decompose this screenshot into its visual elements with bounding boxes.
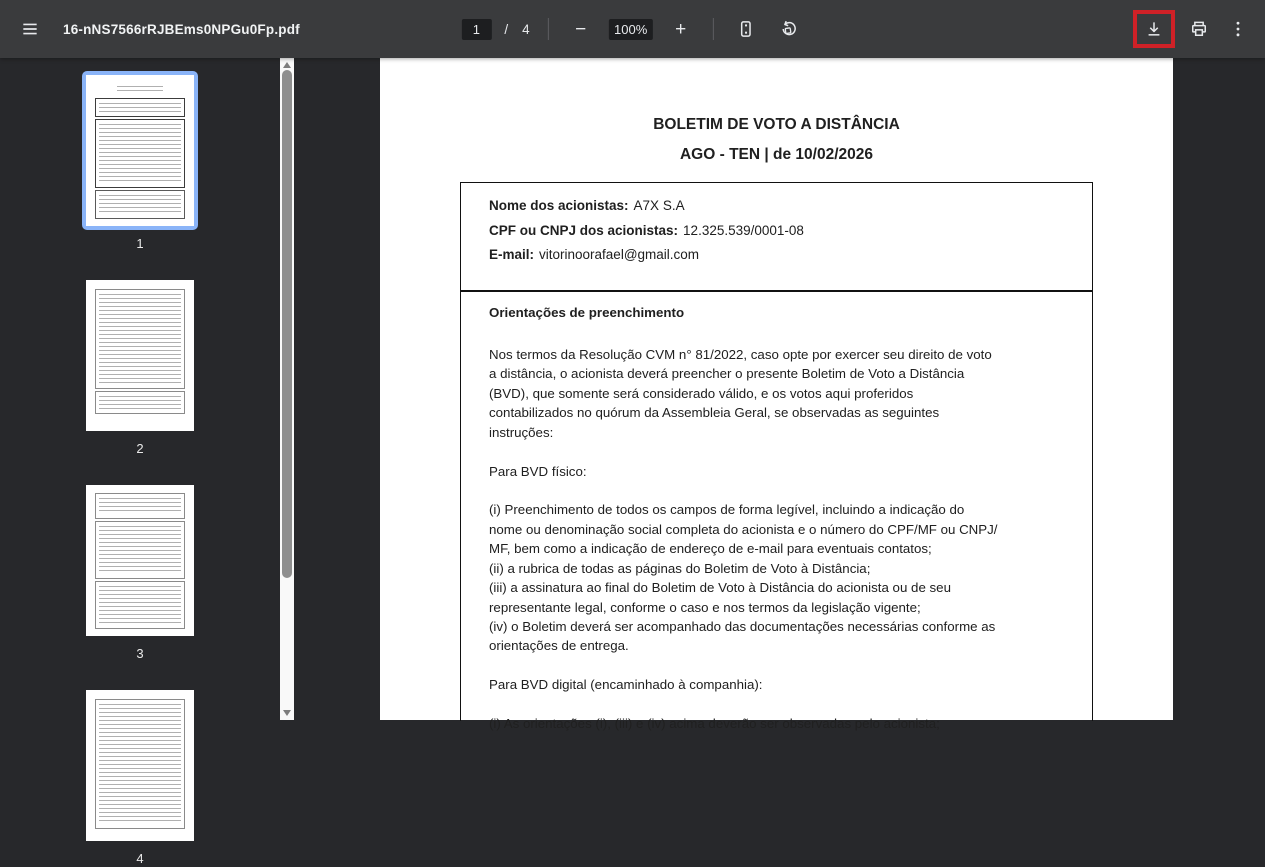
- toolbar-left: [0, 14, 300, 44]
- arrow-up-icon: [283, 62, 291, 68]
- thumbnail-sketch: [86, 280, 194, 431]
- thumbnail-sketch: [86, 75, 194, 226]
- document-title: BOLETIM DE VOTO A DISTÂNCIA: [653, 116, 900, 133]
- scrollbar-thumb[interactable]: [282, 70, 292, 578]
- thumbnail-item: [0, 276, 280, 457]
- document-text-line: (i) As orientações (i), (iii) e (iv) acima deverão ser observadas pelo acionista;: [489, 716, 940, 732]
- thumbnail-item: [0, 686, 280, 867]
- download-button[interactable]: [1139, 14, 1169, 44]
- thumbnail-item: [0, 71, 280, 252]
- document-text-line: [489, 656, 1066, 675]
- page-total: 4: [522, 21, 531, 37]
- pdf-page-1: [380, 58, 1173, 732]
- document-text-line: Para BVD digital (encaminhado à companhia):: [489, 677, 763, 693]
- document-text-line: (iii) a assinatura ao final do Boletim de Voto à Distância do acionista ou de seu: [489, 580, 951, 596]
- document-text-line: (i) Preenchimento de todos os campos de forma legível, incluindo a indicação do: [489, 502, 965, 518]
- document-text-line: instruções:: [489, 424, 554, 440]
- rotate-counterclockwise-icon: [779, 19, 799, 39]
- document-text-line: MF, bem como a indicação de endereço de e-mail para eventuais contatos;: [489, 541, 932, 557]
- toolbar-right: [1133, 10, 1265, 48]
- page-separator: /: [504, 21, 510, 37]
- page-thumbnail[interactable]: [82, 276, 198, 435]
- zoom-level: 100%: [609, 19, 653, 40]
- document-text-line: Para BVD físico:: [489, 463, 587, 479]
- thumbnail-page-number: 2: [136, 441, 144, 456]
- document-text-line: (iv) o Boletim deverá ser acompanhado das documentações necessárias conforme as: [489, 619, 996, 634]
- print-button[interactable]: [1184, 14, 1214, 44]
- document-text-line: [489, 695, 1066, 714]
- document-filename: 16-nNS7566rRJBEms0NPGu0Fp.pdf: [63, 21, 300, 37]
- info-value: vitorinoorafael@gmail.com: [539, 247, 700, 263]
- document-text-line: [489, 442, 1066, 461]
- document-text-line: (ii) a rubrica de todas as páginas do Boletim de Voto à Distância;: [489, 560, 871, 576]
- kebab-menu-icon: [1228, 19, 1248, 39]
- pdf-viewer-toolbar: [0, 0, 1265, 58]
- rotate-button[interactable]: [774, 14, 804, 44]
- info-label: E-mail:: [489, 247, 535, 263]
- zoom-in-button[interactable]: +: [666, 14, 696, 44]
- more-options-button[interactable]: [1223, 14, 1253, 44]
- document-text-line: nome ou denominação social completa do acionista e o número do CPF/MF ou CNPJ/: [489, 521, 998, 537]
- info-label: Nome dos acionistas:: [489, 198, 629, 213]
- document-text-line: a distância, o acionista deverá preencher o presente Boletim de Voto a Distância: [489, 366, 965, 382]
- document-text-line: contabilizados no quórum da Assembleia Geral, se observadas as seguintes: [489, 405, 940, 421]
- thumbnail-sketch: [86, 485, 194, 636]
- document-text-line: Nos termos da Resolução CVM n° 81/2022, caso opte por exercer seu direito de voto: [489, 346, 992, 362]
- hamburger-icon: [20, 19, 40, 39]
- download-highlight-annotation: [1133, 10, 1175, 48]
- toolbar-center: [461, 0, 803, 58]
- info-value: A7X S.A: [633, 198, 685, 213]
- document-subtitle: AGO - TEN | de 10/02/2026: [679, 146, 873, 163]
- info-label: CPF ou CNPJ dos acionistas:: [489, 222, 679, 238]
- shareholder-info-box: [460, 182, 1093, 291]
- thumbnail-item: [0, 481, 280, 662]
- document-text-line: [489, 325, 1066, 344]
- info-row-name: [489, 194, 1092, 219]
- toolbar-divider: [548, 18, 549, 40]
- fit-page-icon: [736, 19, 756, 39]
- thumbnail-sketch: [86, 690, 194, 841]
- page-thumbnail[interactable]: [82, 71, 198, 230]
- info-value: 12.325.539/0001-08: [683, 222, 804, 238]
- fit-to-page-button[interactable]: [731, 14, 761, 44]
- viewer-content: [0, 58, 1265, 866]
- info-row-email: [489, 243, 1092, 268]
- arrow-down-icon: [283, 710, 291, 716]
- download-icon: [1144, 19, 1164, 39]
- page-thumbnail[interactable]: [82, 481, 198, 640]
- print-icon: [1189, 19, 1209, 39]
- thumbnail-page-number: 4: [136, 851, 144, 866]
- zoom-out-button[interactable]: −: [566, 14, 596, 44]
- pdf-viewport[interactable]: [294, 58, 1265, 732]
- menu-button[interactable]: [15, 14, 45, 44]
- document-text-line: [489, 481, 1066, 500]
- thumbnail-page-number: 3: [136, 646, 144, 661]
- instructions-box: [460, 291, 1093, 732]
- document-text-line: representante legal, conforme o caso e nos termos da legislação vigente;: [489, 599, 921, 615]
- sidebar-scrollbar: [280, 58, 294, 720]
- thumbnail-sidebar: [0, 58, 280, 866]
- document-text-line: orientações de entrega.: [489, 638, 629, 654]
- toolbar-divider: [713, 18, 714, 40]
- document-text-line: (BVD), que somente será considerado válido, e os votos aqui proferidos: [489, 385, 914, 401]
- info-row-cpf-cnpj: [489, 219, 1092, 244]
- document-text-line: Orientações de preenchimento: [489, 305, 685, 320]
- page-thumbnail[interactable]: [82, 686, 198, 845]
- thumbnail-page-number: 1: [136, 236, 144, 251]
- scroll-down-button[interactable]: [280, 706, 294, 720]
- page-number-input[interactable]: [461, 19, 491, 40]
